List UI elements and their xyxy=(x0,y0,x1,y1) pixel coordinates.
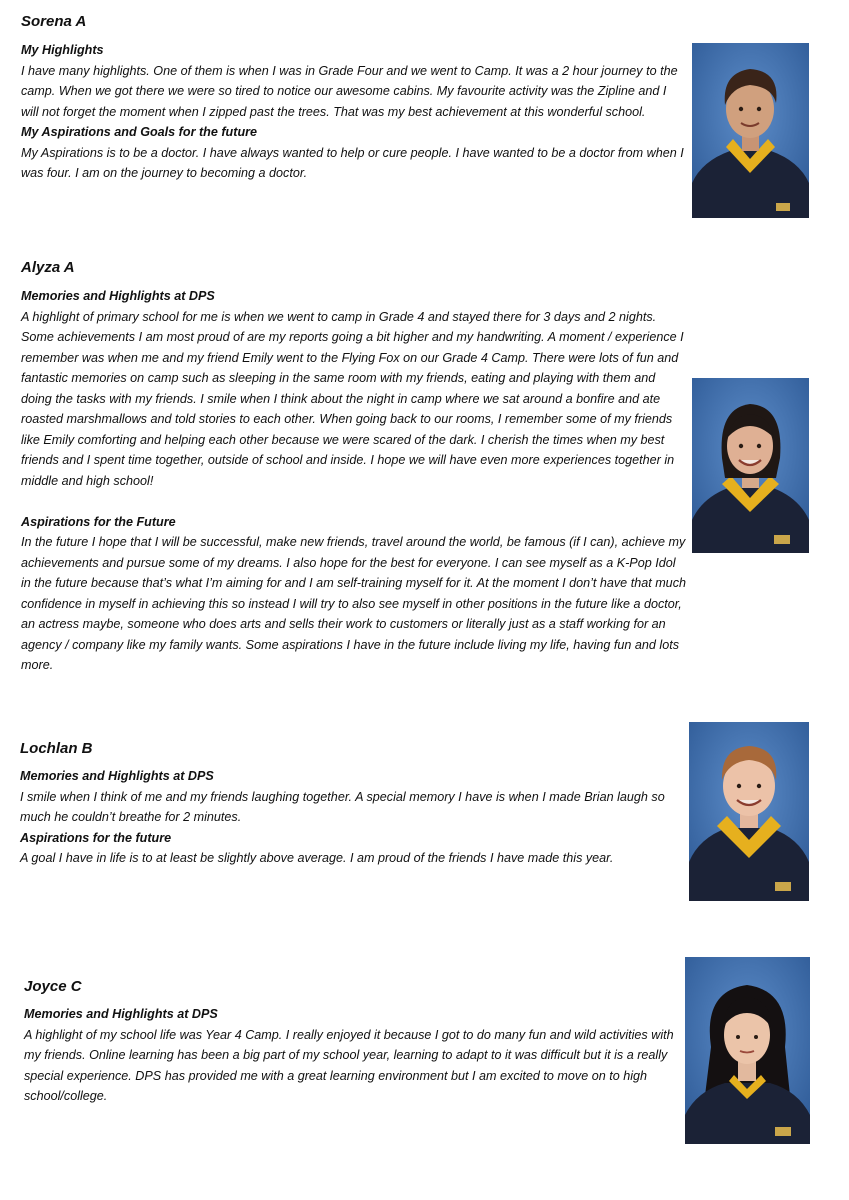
section-heading: Aspirations for the Future xyxy=(21,514,176,529)
section-text: A highlight of primary school for me is when we went to camp in Grade 4 and stayed there for 3 days and 2 nights. Some achievements I am most proud of are my reports going a bit higher and my handwriting. A moment / experience I remember was when me and my friend Emily went to the Flying Fox on our Grade 4 Camp. There were lots of fun and fantastic memories on camp such as sleeping in the same room with my friends, eating and playing with them and doing the tasks with my friends. I smile when I think about the night in camp where we sat around a bonfire and ate roasted marshmallows and told stories to each other. When going back to our rooms, I remember some of my friends like Emily comforting and helping each other because we were scared of the dark. I cherish the times when my best friends and I spent time together, outside of school and inside. I hope we will have even more experiences together in middle and high school! xyxy=(21,309,684,488)
student-portrait-photo xyxy=(685,957,810,1144)
section-text: A goal I have in life is to at least be slightly above average. I am proud of the friends I have made this year. xyxy=(20,851,614,865)
student-name: Alyza A xyxy=(21,259,75,276)
student-text xyxy=(24,1004,679,1107)
student-portrait-photo xyxy=(689,722,809,901)
section-heading: Memories and Highlights at DPS xyxy=(20,769,214,783)
section-text: My Aspirations is to be a doctor. I have always wanted to help or cure people. I have wanted to be a doctor from when I was four. I am on the journey to becoming a doctor. xyxy=(21,145,684,180)
student-portrait-photo xyxy=(692,43,809,218)
portrait-illustration xyxy=(685,957,810,1144)
section-text: I smile when I think of me and my friends laughing together. A special memory I have is when I made Brian laugh so much he couldn’t breathe for 2 minutes. xyxy=(20,789,665,824)
portrait-illustration xyxy=(689,722,809,901)
student-text xyxy=(21,286,686,676)
paragraph-gap xyxy=(21,491,686,512)
student-text xyxy=(20,766,680,869)
section-heading: My Highlights xyxy=(21,43,104,57)
student-name: Lochlan B xyxy=(20,740,93,757)
section-heading: Aspirations for the future xyxy=(20,830,172,845)
portrait-illustration xyxy=(692,43,809,218)
student-portrait-photo xyxy=(692,378,809,553)
section-heading: Memories and Highlights at DPS xyxy=(24,1007,218,1021)
section-text: In the future I hope that I will be successful, make new friends, travel around the world, be famous (if I can), achieve my achievements and pursue some of my dreams. I also hope for the best for everyone. I can see myself as a K-Pop Idol in the future because that’s what I’m aiming for and I am self-training myself for it. At the moment I don’t have that much confidence in myself in achieving this so instead I will try to also see myself in other positions in the future like a doctor, an actress maybe, someone who does arts and sells their work to customers or literally just as a staff working for an agency / company like my family wants. Some aspirations I have in the future include living my life, having fun and lots more. xyxy=(21,535,686,672)
student-name: Sorena A xyxy=(21,13,87,30)
section-text: A highlight of my school life was Year 4 Camp. I really enjoyed it because I got to do many fun and wild activities with my friends. Online learning has been a big part of my school year, learning to adapt to it was difficult but it is a really special experience. DPS has provided me with a great learning environment but I am excited to move on to high school/college. xyxy=(24,1027,674,1103)
student-text xyxy=(21,40,686,184)
section-text: I have many highlights. One of them is when I was in Grade Four and we went to Camp. It was a 2 hour journey to the camp. When we got there we were so tired to notice our awesome cabins. My favourite activity was the Zipline and I will not forget the moment when I zipped past the trees. That was my best achievement at this wonderful school. xyxy=(21,63,678,119)
student-name: Joyce C xyxy=(24,978,82,995)
section-heading: My Aspirations and Goals for the future xyxy=(21,125,258,139)
portrait-illustration xyxy=(692,378,809,553)
section-heading: Memories and Highlights at DPS xyxy=(21,289,215,303)
